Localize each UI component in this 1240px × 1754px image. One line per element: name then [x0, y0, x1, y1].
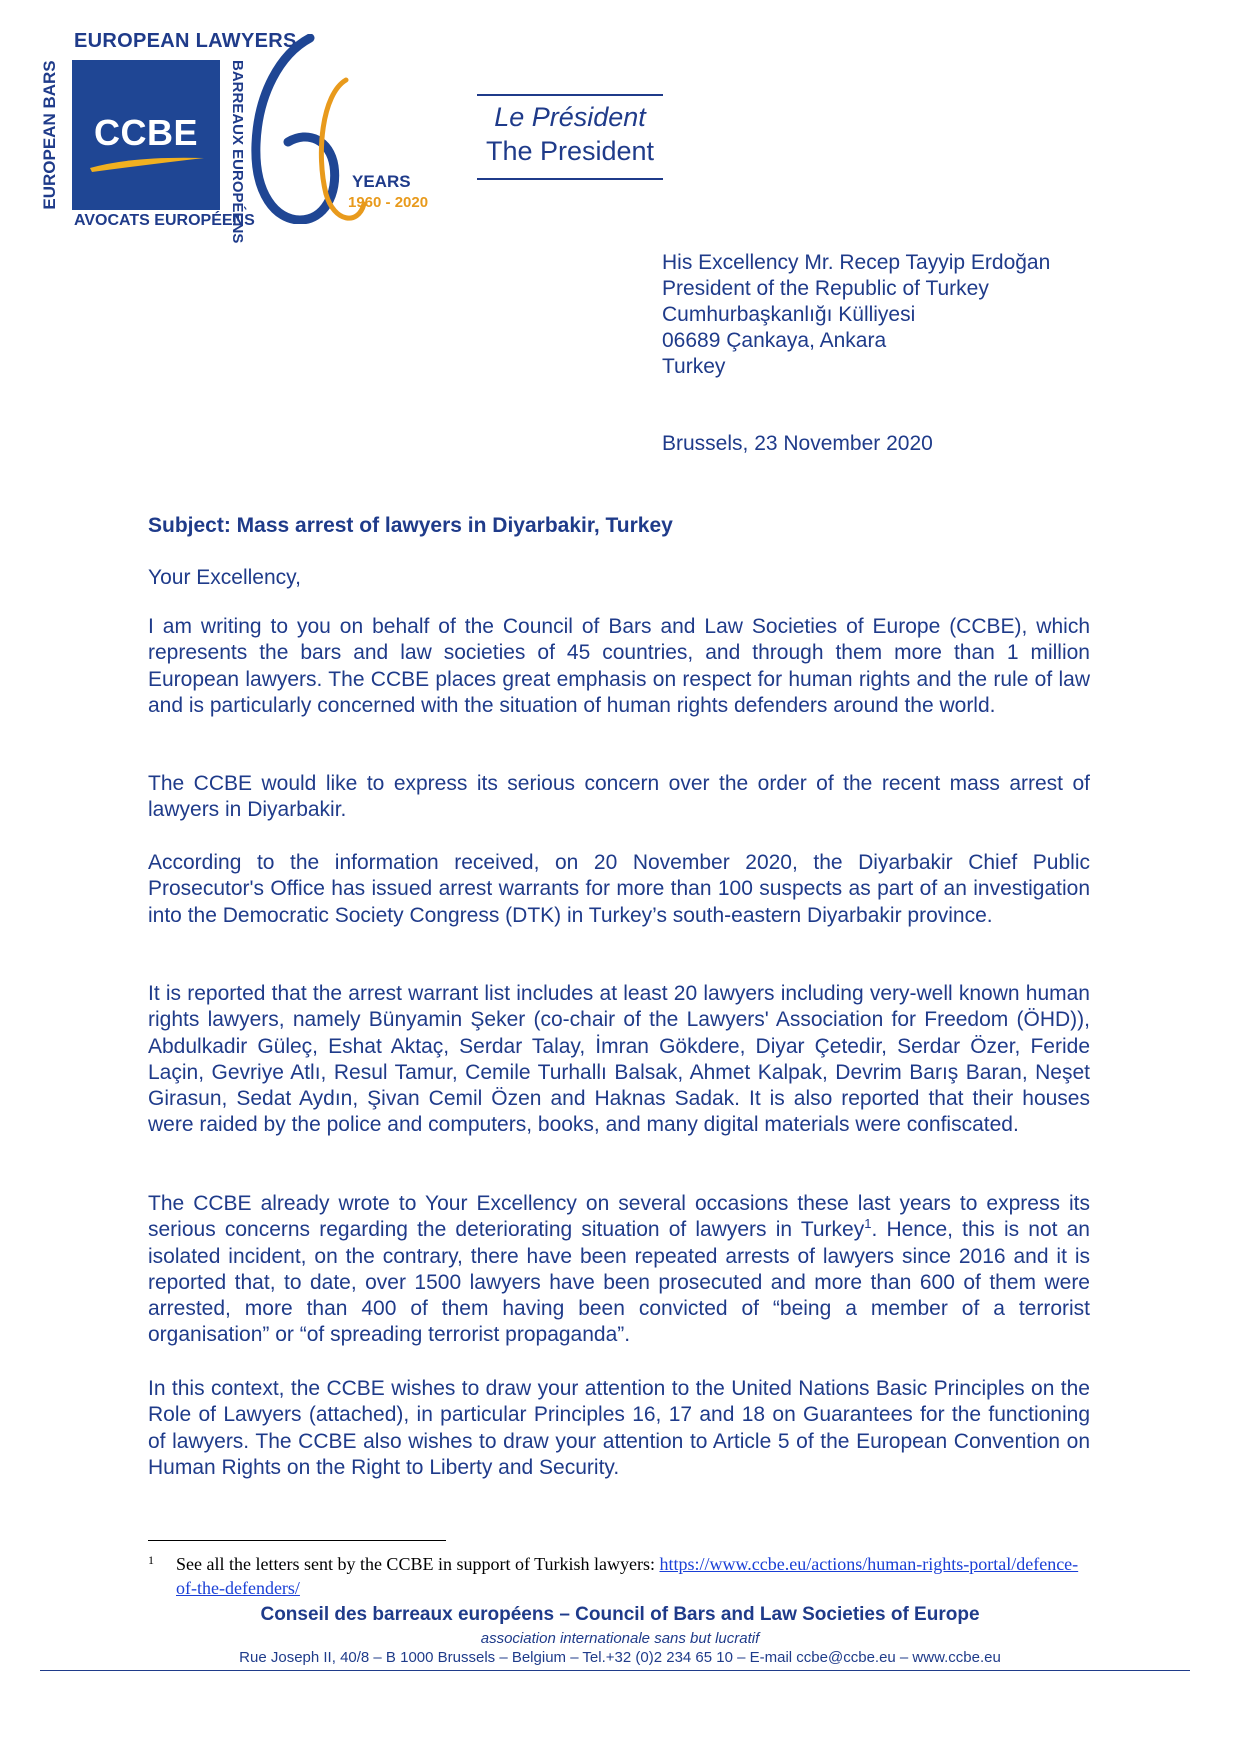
- recipient-line: Cumhurbaşkanlığı Külliyesi: [662, 303, 916, 326]
- footnote-number: 1: [148, 1553, 154, 1567]
- footer-contact: Rue Joseph II, 40/8 – B 1000 Brussels – Belgium – Tel.+32 (0)2 234 65 10 – E-mail ccbe@ccbe.eu – www.ccbe.eu: [239, 1649, 1001, 1666]
- paragraph-5-part-a: The CCBE already wrote to Your Excellency on several occasions these last years to express its serious concerns regarding the deteriorating situation of lawyers in Turkey: [148, 1192, 1090, 1242]
- logo-swoosh-icon: [72, 60, 220, 210]
- recipient-line: His Excellency Mr. Recep Tayyip Erdoğan: [662, 251, 1051, 274]
- paragraph-1: I am writing to you on behalf of the Council of Bars and Law Societies of Europe (CCBE), which represents the bars and law societies of 45 countries, and through them more than 1 million European lawyers. The CCBE places great emphasis on respect for human rights and the rule of law and is particularly concerned with the situation of human rights defenders around the world.: [148, 615, 1090, 717]
- recipient-line: Turkey: [662, 355, 726, 378]
- footer-rule: [40, 1670, 1190, 1671]
- paragraph-6: In this context, the CCBE wishes to draw your attention to the United Nations Basic Principles on the Role of Lawyers (attached), in particular Principles 16, 17 and 18 on Guarantees for the functioning of lawyers. The CCBE also wishes to draw your attention to Article 5 of the European Convention on Human Rights on the Right to Liberty and Security.: [148, 1377, 1090, 1479]
- footer-legal-status: association internationale sans but lucratif: [480, 1630, 760, 1647]
- recipient-line: 06689 Çankaya, Ankara: [662, 329, 887, 352]
- president-title-en: The President: [485, 136, 655, 166]
- footnote-text: See all the letters sent by the CCBE in support of Turkish lawyers:: [176, 1554, 660, 1574]
- ccbe-logo: [72, 60, 220, 210]
- logo-right-text: [222, 60, 246, 244]
- footnote-link[interactable]: https://www.ccbe.eu/actions/human-rights-portal/defence-of-the-defenders/: [176, 1554, 1079, 1598]
- logo-left-label: EUROPEAN BARS: [40, 60, 59, 210]
- logo-right-label: BARREAUX EUROPÉENS: [229, 60, 246, 244]
- paragraph-5: [148, 1191, 1090, 1349]
- paragraph-2: The CCBE would like to express its serious concern over the order of the recent mass arrest of lawyers in Diyarbakir.: [148, 772, 1090, 822]
- ccbe-logo-text: CCBE: [93, 112, 198, 153]
- president-top-rule: [477, 94, 663, 96]
- years-label: YEARS: [352, 172, 411, 191]
- salutation: Your Excellency,: [148, 566, 301, 589]
- years-range: 1960 - 2020: [348, 194, 429, 211]
- footer-organization: Conseil des barreaux européens – Council of Bars and Law Societies of Europe: [260, 1604, 980, 1625]
- logo-left-text: [40, 60, 70, 210]
- footnote-rule: [148, 1540, 446, 1541]
- paragraph-4: It is reported that the arrest warrant list includes at least 20 lawyers including very-well known human rights lawyers, namely Bünyamin Şeker (co-chair of the Lawyers' Association for Freedom (ÖHD)), Abdulkadir Güleç, Eshat Aktaç, Serdar Talay, İmran Gökdere, Diyar Çetedir, Serdar Özer, Feride Laçin, Gevriye Atlı, Resul Tamur, Cemile Turhallı Balsak, Ahmet Kalpak, Devrim Barış Baran, Neşet Girasun, Sedat Aydın, Şivan Cemil Özen and Haknas Sadak. It is also reported that their houses were raided by the police and computers, books, and many digital materials were confiscated.: [148, 982, 1090, 1137]
- recipient-address: [662, 250, 1050, 380]
- letter-date: Brussels, 23 November 2020: [662, 432, 933, 455]
- logo-bottom-text: AVOCATS EUROPÉENS: [74, 212, 255, 229]
- logo-top-text: EUROPEAN LAWYERS: [74, 30, 297, 52]
- footnote-ref[interactable]: 1: [864, 1216, 872, 1232]
- subject-line: Subject: Mass arrest of lawyers in Diyarbakir, Turkey: [148, 514, 673, 537]
- president-title-fr: Le Président: [494, 102, 646, 132]
- paragraph-5-part-b: . Hence, this is not an isolated incident, on the contrary, there have been repeated arrests of lawyers since 2016 and it is reported that, to date, over 1500 lawyers have been prosecuted and more than 600 of them were arrested, more than 400 of them having been convicted of “being a member of a terrorist organisation” or “of spreading terrorist propaganda”.: [148, 1218, 1090, 1347]
- paragraph-3: According to the information received, on 20 November 2020, the Diyarbakir Chief Public Prosecutor's Office has issued arrest warrants for more than 100 suspects as part of an investigation into the Democratic Society Congress (DTK) in Turkey’s south-eastern Diyarbakir province.: [148, 851, 1090, 927]
- recipient-line: President of the Republic of Turkey: [662, 277, 989, 300]
- president-bottom-rule: [477, 178, 663, 180]
- footnote: [148, 1552, 1088, 1600]
